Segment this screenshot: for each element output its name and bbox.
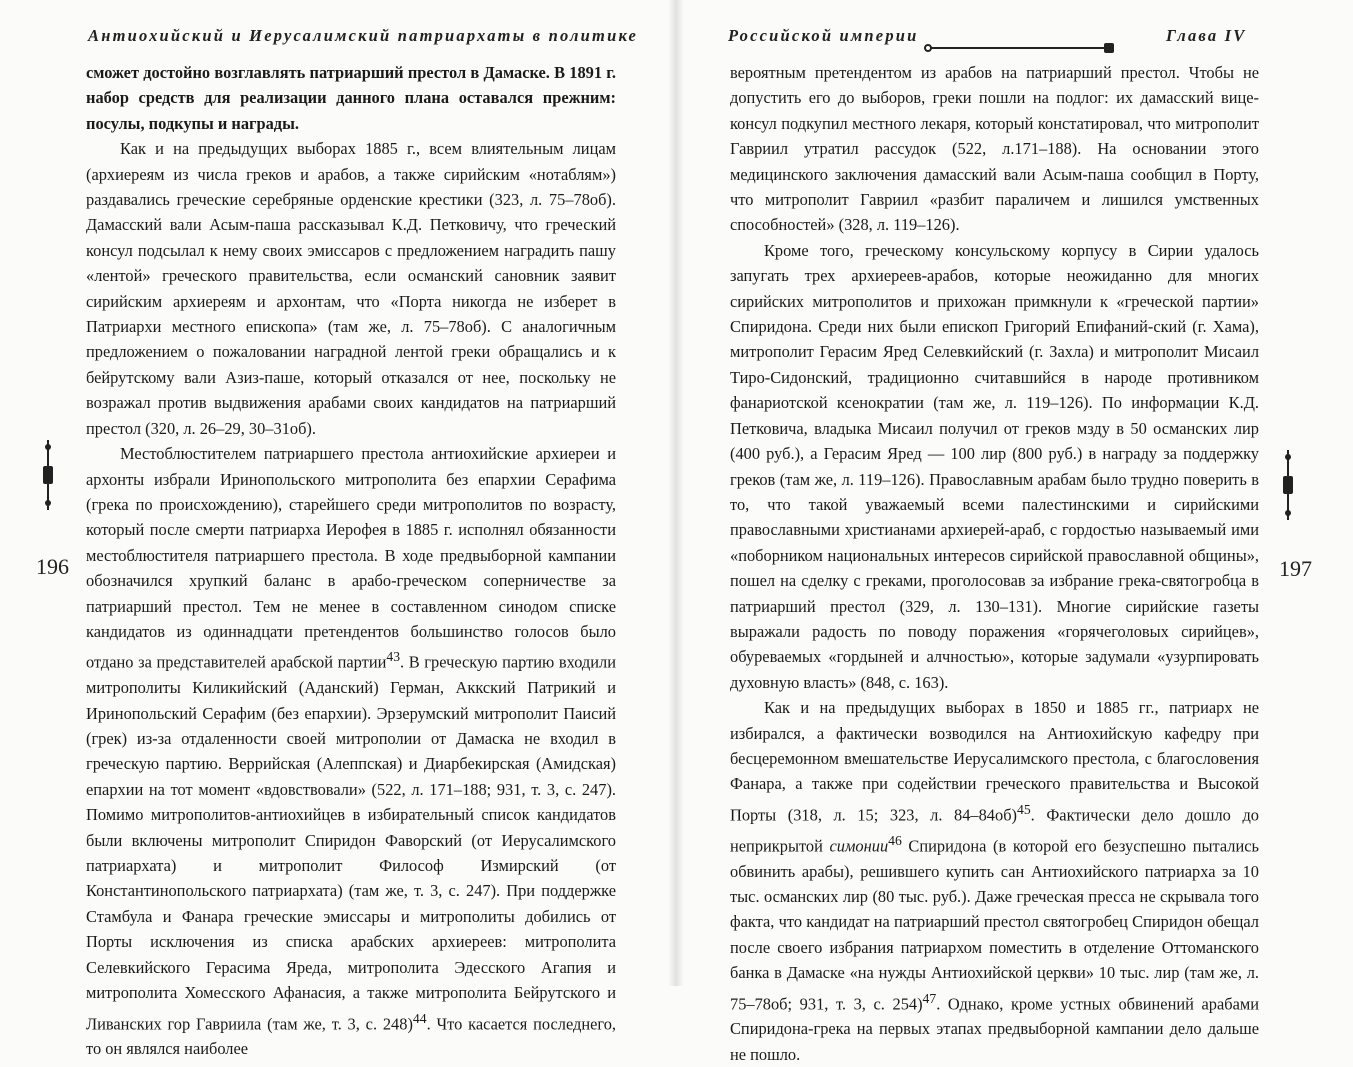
left-margin-ornament [42,440,54,510]
footnote-mark: 43 [386,649,401,665]
footnote-mark: 44 [412,1010,427,1026]
paragraph [86,60,616,136]
footnote-mark: 47 [922,990,937,1006]
left-running-head: Антиохийский и Иерусалимский патриархаты в политике [88,26,639,45]
paragraph: Местоблюстителем патриаршего престола антиохийские архиереи и архонты избрали Иринопольского митрополита без епархии Серафима (грека по происхождению), старейшего среди митрополитов по возрасту, который после смерти патриарха Иерофея в 1885 г. исполнял обязанности местоблюстителя патриаршего престола. В ходе предвыборной кампании обозначился хрупкий баланс в арабо-греческом соперничестве за патриарший престол. Тем не менее в составленном синодом списке кандидатов из одиннадцати претендентов большинство голосов было отдано за представителей арабской партии$^{43}$. В греческую партию входили митрополиты Киликийский (Аданский) Герман, Аккский Патрикий и Иринопольский Серафим (без епархии). Эрзерумский митрополит Паисий (грек) из-за отдаленности своей митрополии от Дамаска не входил в греческую партию. Веррийская (Алеппская) и Диарбекирская (Амидская) епархии на тот момент «вдовствовали» (522, л. 171–188; 931, т. 3, с. 247). Помимо митрополитов-антиохийцев в избирательный список кандидатов были включены митрополит Спиридон Фаворский (от Иерусалимского патриархата) и митрополит Философ Измирский (от Константинопольского патриархата) (там же, т. 3, с. 247). При поддержке Стамбула и Фанара греческие эмиссары и митрополиты добились от Порты исключения из списка арабских архиереев: митрополита Селевкийского Герасима Яреда, митрополита Эдесского Агапия и митрополита Хомесского Афанасия, а также митрополита Бейрутского и Ливанских гор Гавриила (там же, т. 3, с. 248)$^{44}$. Что касается последнего, то он являлся наиболее [86,444,616,1059]
italic-word: симонии [829,836,889,856]
paragraph: Как и на предыдущих выборах 1885 г., всем влиятельным лицам (архиереям из числа греков и арабов, а также сирийским «нотаблям») раздавались греческие серебряные орденские крестики (323, л. 75–78об). Дамасский вали Асым-паша рассказывал К.Д. Петковичу, что греческий консул подсылал к нему своих эмиссаров с предложением наградить пашу «лентой» греческого правительства, если османский сановник заявит сирийским архиереям и архонтам, что «Порта никогда не изберет в Патриархи местного епископа» (там же, л. 75–78об). С аналогичным предложением о пожаловании наградной лентой греки обращались и к бейрутскому вали Азиз-паше, который отказался от нее, поскольку не возражал против выдвижения арабами своих кандидатов на патриарший престол (320, л. 26–29, 30–31об). [86,139,616,438]
right-running-head-chapter: Глава IV [1166,26,1247,45]
right-running-head-title: Российской империи [728,26,919,45]
paragraph: вероятным претендентом из арабов на патриарший престол. Чтобы не допустить его до выборов, греки пошли на подлог: их дамасский вице-консул подкупил местного лекаря, который констатировал, что митрополит Гавриил утратил рассудок (522, л.171–188). На основании этого медицинского заключения дамасский вали Асым-паша сообщил в Порту, что митрополит Гавриил «разбит параличем и лишился умственных способностей» (328, л. 119–126). [730,63,1259,235]
left-page [0,0,676,1059]
left-page-text [86,60,616,1062]
right-page-text [730,60,1259,1067]
right-page [676,0,1353,1064]
footnote-mark: 45 [1017,801,1031,817]
running-head-rule [928,47,1108,49]
bold-text: сможет достойно возглавлять патриарший престол в Дамаске. В 1891 г. набор средств для реализации данного плана оставался прежним: посулы, подкупы и награды. [86,63,616,133]
footnote-mark: 46 [888,832,902,848]
paragraph: Как и на предыдущих выборах в 1850 и 1885 гг., патриарх не избирался, а фактически возводился на Антиохийскую кафедру при бесцеремонном вмешательстве Иерусалимского престола, с благословения Фанара, а также при содействии греческого правительства и Высокой Порты (318, л. 15; 323, л. 84–84об)$^{45}$. Фактически дело дошло до неприкрытой симонии$^{46}$ Спиридона (в которой его безуспешно пытались обвинить арабы), решившего купить сан Антиохийского патриарха за 10 тыс. османских лир (80 тыс. руб.). Даже греческая пресса не скрывала того факта, что кандидат на патриарший престол святогробец Спиридон обещал после своего избрания патриархом поместить в отделение Оттоманского банка в Дамаске «на нужды Антиохийской церкви» 10 тыс. лир (там же, л. 75–78об; 931, т. 3, с. 254)$^{47}$. Однако, кроме устных обвинений арабами Спиридона-грека на первых этапах предвыборной кампании дело дальше не пошло. [730,698,1259,1064]
right-margin-ornament [1282,450,1294,520]
paragraph: Кроме того, греческому консульскому корпусу в Сирии удалось запугать трех архиереев-арабов, которые неожиданно для многих сирийских митрополитов и прихожан примкнули к «греческой партии» Спиридона. Среди них были епископ Григорий Епифаний-ский (г. Хама), митрополит Герасим Яред Селевкийский (г. Захла) и митрополит Мисаил Тиро-Сидонский, традиционно считавшийся в народе противником фанариотской ксенократии (там же, л. 119–126). По информации К.Д. Петковича, владыка Мисаил получил от греков мзду в 50 османских лир (400 руб.), а Герасим Яред — 100 лир (800 руб.) в награду за поддержку греков (там же, л. 119–126). Православным арабам было трудно поверить в то, что такой уважаемый всеми палестинскими и сирийскими православными христианами архиерей-араб, с гордостью называемый ими «поборником национальных интересов сирийской православной общины», пошел на сделку с греками, проголосовав за избрание грека-святогробца в патриарший престол (329, л. 130–131). Многие сирийские газеты выражали радость по поводу поражения «горячеголовых сирийцев», обуреваемых «гордыней и алчностью», которые задумали «узурпировать духовную власть» (848, с. 163). [730,240,1259,692]
left-page-number: 196 [36,554,69,579]
right-page-number: 197 [1279,556,1312,581]
